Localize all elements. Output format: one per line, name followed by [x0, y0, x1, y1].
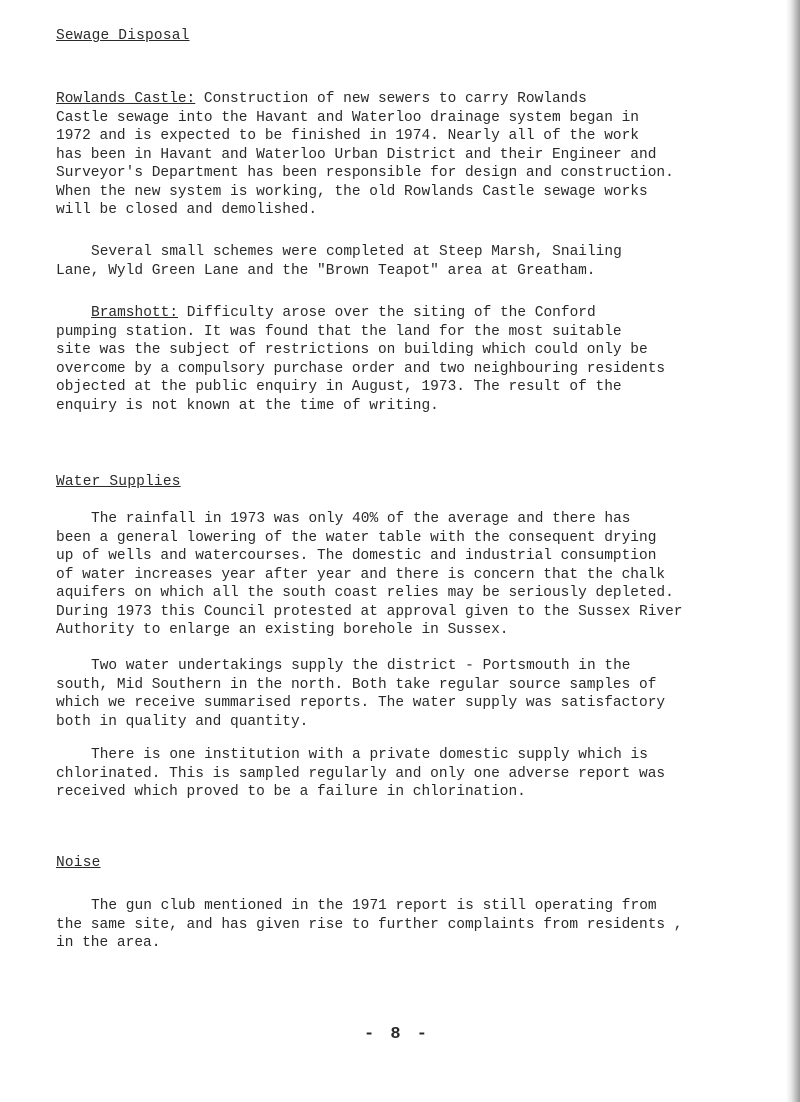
text-line: both in quality and quantity.	[56, 713, 309, 730]
text-line: received which proved to be a failure in chlorination.	[56, 784, 526, 800]
text-line: Surveyor's Department has been responsible for design and construction.	[56, 165, 674, 181]
text-line: objected at the public enquiry in August, 1973. The result of the	[56, 379, 622, 395]
text-line: has been in Havant and Waterloo Urban District and their Engineer and	[56, 146, 657, 163]
paragraph-small-schemes	[56, 243, 756, 280]
text-line: the same site, and has given rise to further complaints from residents ,	[56, 916, 683, 933]
paragraph-gun-club	[56, 897, 756, 953]
text-line: The rainfall in 1973 was only 40% of the average and there has	[91, 511, 631, 527]
text-line: of water increases year after year and there is concern that the chalk	[56, 566, 666, 583]
section-heading-sewage-disposal: Sewage Disposal	[56, 28, 190, 44]
text-line: overcome by a compulsory purchase order and two neighbouring residents	[56, 360, 666, 377]
text-line: which we receive summarised reports. The water supply was satisfactory	[56, 695, 666, 711]
text-line: Difficulty arose over the siting of the Conford	[178, 305, 596, 321]
text-line: chlorinated. This is sampled regularly and only one adverse report was	[56, 765, 666, 782]
text-line: Lane, Wyld Green Lane and the "Brown Teapot" area at Greatham.	[56, 262, 596, 279]
text-line: site was the subject of restrictions on building which could only be	[56, 342, 648, 358]
text-line: There is one institution with a private domestic supply which is	[91, 747, 648, 763]
text-line: aquifers on which all the south coast relies may be seriously depleted.	[56, 585, 674, 601]
paragraph-lead-rowlands-castle: Rowlands Castle:	[56, 91, 196, 107]
text-line: 1972 and is expected to be finished in 1974. Nearly all of the work	[56, 128, 639, 144]
text-line: pumping station. It was found that the land for the most suitable	[56, 323, 622, 340]
text-line: will be closed and demolished.	[56, 202, 318, 218]
text-line: south, Mid Southern in the north. Both take regular source samples of	[56, 676, 657, 693]
section-heading-noise: Noise	[56, 855, 101, 871]
paragraph-rainfall	[56, 510, 756, 640]
text-line: in the area.	[56, 935, 161, 951]
text-line: When the new system is working, the old Rowlands Castle sewage works	[56, 183, 648, 200]
text-line: Castle sewage into the Havant and Waterloo drainage system began in	[56, 109, 639, 126]
text-line: Several small schemes were completed at Steep Marsh, Snailing	[91, 244, 622, 260]
text-line: Construction of new sewers to carry Rowlands	[195, 91, 587, 107]
text-line: enquiry is not known at the time of writing.	[56, 397, 439, 414]
text-line: Two water undertakings supply the district - Portsmouth in the	[91, 658, 631, 674]
paragraph-lead-bramshott: Bramshott:	[91, 305, 179, 321]
text-line: been a general lowering of the water table with the consequent drying	[56, 529, 657, 546]
section-heading-water-supplies: Water Supplies	[56, 474, 181, 490]
paragraph-water-undertakings	[56, 657, 756, 731]
text-line: up of wells and watercourses. The domestic and industrial consumption	[56, 548, 657, 564]
paragraph-rowlands-castle	[56, 90, 756, 220]
page-edge-shadow	[786, 0, 800, 1102]
text-line: The gun club mentioned in the 1971 report is still operating from	[91, 898, 657, 914]
text-line: Authority to enlarge an existing borehole in Sussex.	[56, 622, 509, 638]
text-line: During 1973 this Council protested at approval given to the Sussex River	[56, 603, 683, 620]
page-number: - 8 -	[364, 1025, 431, 1044]
paragraph-bramshott	[56, 304, 756, 415]
paragraph-private-supply	[56, 746, 756, 802]
